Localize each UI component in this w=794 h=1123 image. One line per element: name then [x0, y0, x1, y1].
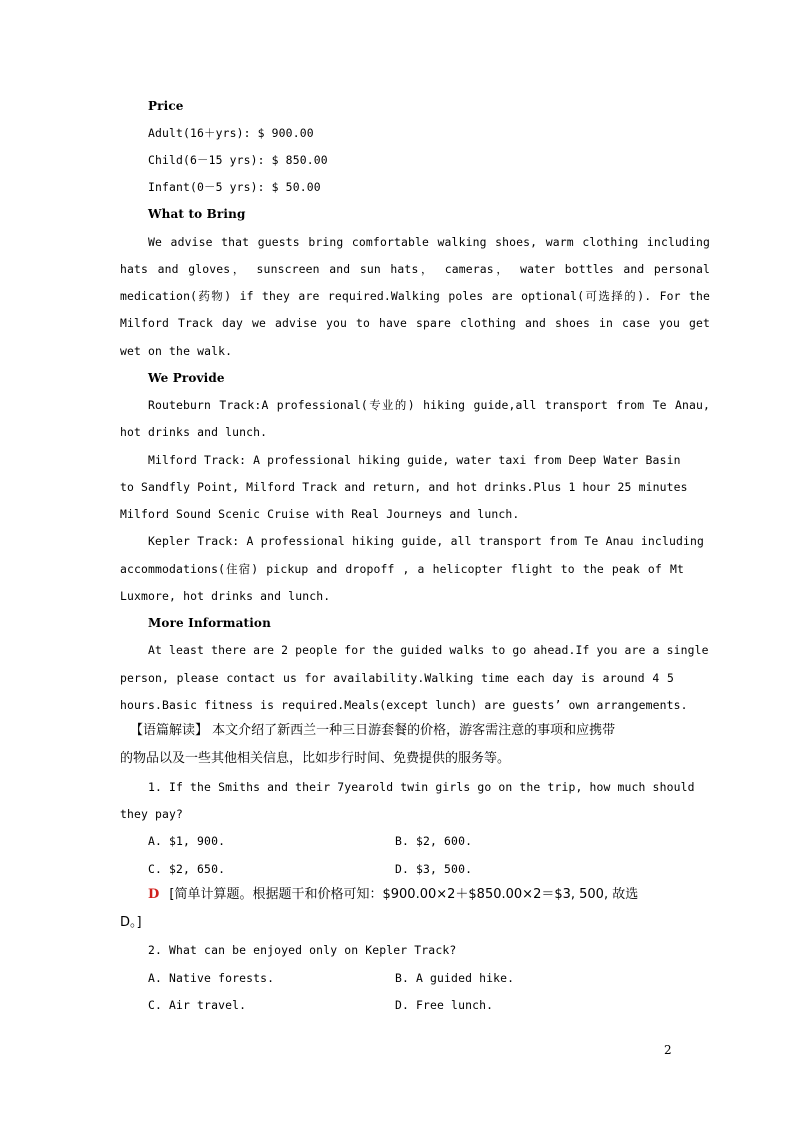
- option-b: B. A guided hike.: [395, 971, 515, 985]
- paragraph-line: hot drinks and lunch.: [120, 425, 268, 439]
- paragraph-line: person, please contact us for availability.Walking time each day is around 4 5: [120, 671, 674, 685]
- question-1-stem: 1. If the Smiths and their 7yearold twin girls go on the trip, how much should: [148, 780, 695, 794]
- question-1-stem: they pay?: [120, 807, 184, 821]
- price-child: Child(6－15 yrs): $ 850.00: [148, 153, 328, 167]
- paragraph-line: Milford Sound Scenic Cruise with Real Journeys and lunch.: [120, 507, 520, 521]
- paragraph-line: medication(药物) if they are required.Walking poles are optional(可选择的). For the: [120, 289, 710, 303]
- option-a: A. Native forests.: [148, 971, 275, 985]
- option-b: B. $2, 600.: [395, 834, 473, 848]
- option-a: A. $1, 900.: [148, 834, 226, 848]
- analysis-line: 的物品以及一些其他相关信息，比如步行时间、免费提供的服务等。: [120, 751, 511, 766]
- paragraph-line: We advise that guests bring comfortable walking shoes, warm clothing including: [148, 235, 710, 249]
- paragraph-line: Luxmore, hot drinks and lunch.: [120, 589, 331, 603]
- explanation-text: [简单计算题。根据题干和价格可知：$900.00×2＋$850.00×2＝$3, 500, 故选: [169, 887, 639, 902]
- paragraph-line: Milford Track day we advise you to have spare clothing and shoes in case you get: [120, 316, 710, 330]
- paragraph-line: hours.Basic fitness is required.Meals(except lunch) are guests’ own arrangements.: [120, 698, 688, 712]
- paragraph-line: wet on the walk.: [120, 344, 233, 358]
- question-2-stem: 2. What can be enjoyed only on Kepler Track?: [148, 943, 457, 957]
- more-info-heading: More Information: [148, 616, 271, 630]
- price-heading: Price: [148, 99, 184, 113]
- analysis-line: 【语篇解读】 本文介绍了新西兰一种三日游套餐的价格，游客需注意的事项和应携带: [130, 723, 616, 738]
- paragraph-line: accommodations(住宿) pickup and dropoff , a helicopter flight to the peak of Mt: [120, 562, 684, 576]
- paragraph-line: hats and gloves， sunscreen and sun hats， cameras， water bottles and personal: [120, 262, 710, 276]
- we-provide-heading: We Provide: [148, 371, 225, 385]
- question-1-explanation: [148, 887, 710, 903]
- option-d: D. Free lunch.: [395, 998, 494, 1012]
- paragraph-line: At least there are 2 people for the guided walks to go ahead.If you are a single: [148, 643, 709, 657]
- question-1-explanation: D。]: [120, 915, 142, 930]
- price-infant: Infant(0－5 yrs): $ 50.00: [148, 180, 321, 194]
- option-c: C. $2, 650.: [148, 862, 226, 876]
- paragraph-line: Routeburn Track:A professional(专业的) hiking guide,all transport from Te Anau,: [148, 398, 710, 412]
- paragraph-line: Milford Track: A professional hiking guide, water taxi from Deep Water Basin: [148, 453, 681, 467]
- price-adult: Adult(16＋yrs): $ 900.00: [148, 126, 314, 140]
- answer-letter: D: [148, 887, 160, 902]
- page-number: 2: [664, 1043, 672, 1057]
- paragraph-line: to Sandfly Point, Milford Track and return, and hot drinks.Plus 1 hour 25 minutes: [120, 480, 688, 494]
- what-to-bring-heading: What to Bring: [148, 207, 246, 221]
- option-d: D. $3, 500.: [395, 862, 473, 876]
- paragraph-line: Kepler Track: A professional hiking guide, all transport from Te Anau including: [148, 534, 704, 548]
- option-c: C. Air travel.: [148, 998, 247, 1012]
